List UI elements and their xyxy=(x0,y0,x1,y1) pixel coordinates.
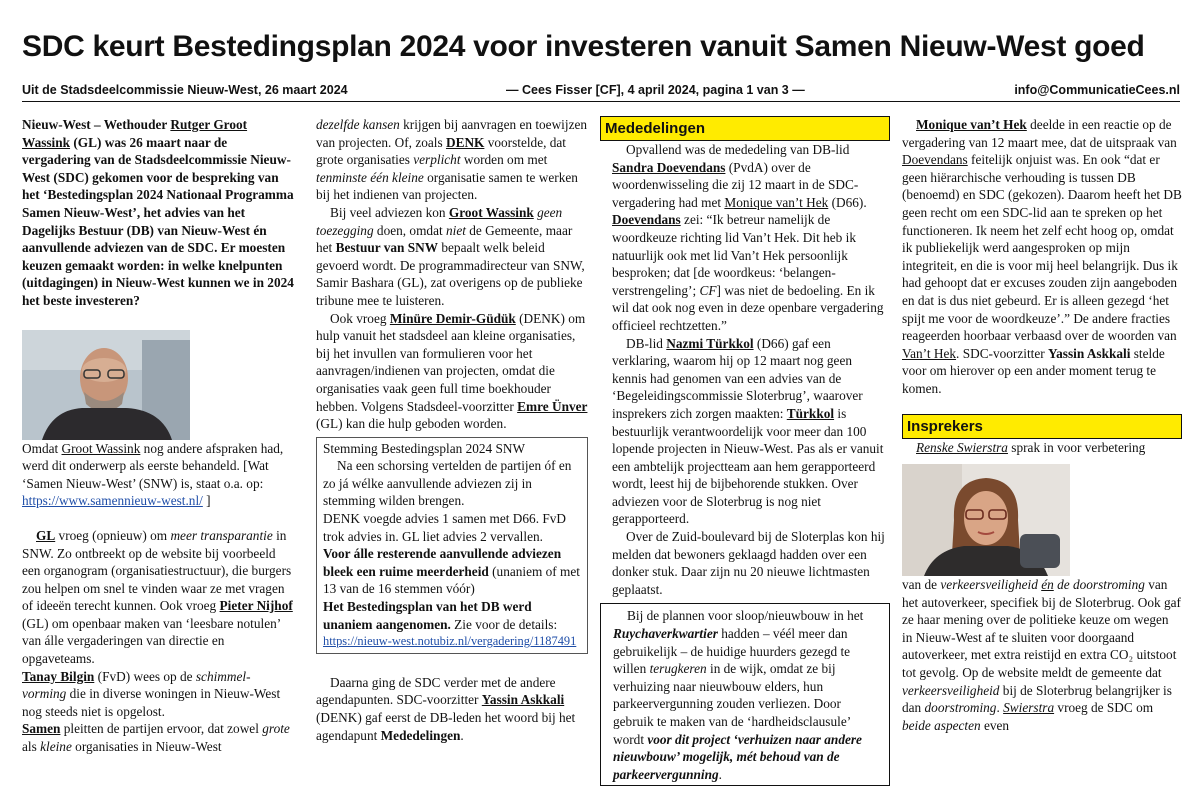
box-text: Na een schorsing vertelden de partijen óf en zo já wélke aanvullende adviezen zij in stemming wilden brengen. xyxy=(323,458,572,509)
text: die in diverse woningen in Nieuw-West nog steeds niet is opgelost. xyxy=(22,686,281,719)
paragraph xyxy=(902,439,1182,457)
name: GL xyxy=(36,527,56,543)
text: Ook vroeg xyxy=(330,310,390,326)
name: Pieter Nijhof xyxy=(219,598,293,614)
text: . xyxy=(996,700,1004,716)
lead-text: (GL) was 26 maart naar de vergadering van de Stadsdeelcommissie Nieuw-West (SDC) gekomen voor de bespreking van het ‘Bestedingsplan 2024 Nationaal Programma Samen Nieuw-West’, het advies van het Dagelijks Bestuur (DB) van Nieuw-West én aanvullende adviezen van de SDC. Er moesten keuzen gemaakt worden: in welke knelpunten (uitdagingen) in Nieuw-West kunnen we in 2024 het beste investeren? xyxy=(22,134,294,308)
ruychaverkwartier-box xyxy=(600,603,890,786)
box-title: Stemming Bestedingsplan 2024 SNW xyxy=(323,440,526,456)
name: Swierstra xyxy=(1003,700,1055,716)
name: Renske Swierstra xyxy=(916,439,1008,455)
text: bij de Sloterbrug belangrijker is dan xyxy=(902,682,1172,716)
text: Bij de plannen voor sloop/nieuwbouw in het xyxy=(627,608,864,624)
text: . SDC-voorzitter xyxy=(956,345,1049,361)
paragraph xyxy=(316,310,588,433)
name: Türkkol xyxy=(786,405,835,421)
text: hadden – véél meer dan gebruikelijk – de huidige huurders gezegd te willen xyxy=(613,626,851,677)
name: Tanay Bilgin xyxy=(22,668,95,684)
text: feitelijk onjuist was. En ook “dat er geen hiërarchische verhouding is tussen DB (benoemd) en SDC (gekozen). Daarom heeft het DB geen recht om een SDC-lid aan te spreken op het functioneren. Ik neem het zelf echt hoog op, omdat ik publiekelijk werd aangesproken op mijn integriteit, en die is voor mij heel belangrijk. Dus ik had gehoopt dat er excuses zouden zijn aangeboden en dat is dus niet gebeurd. Er is alleen gezegd ‘het spijt me voor de woordkeuze’.” De andere fracties reageerden hoorbaar verbaasd over de woorden van xyxy=(902,152,1182,344)
byline-author-date: — Cees Fisser [CF], 4 april 2024, pagina 1 van 3 — xyxy=(506,83,805,97)
name: Samen xyxy=(22,721,61,737)
notubiz-link[interactable]: https://nieuw-west.notubiz.nl/vergadering/1187491 xyxy=(323,634,577,649)
paragraph xyxy=(22,668,294,721)
name: Yassin Askkali xyxy=(1048,345,1131,361)
emphasis: verplicht xyxy=(413,152,461,168)
byline-email[interactable]: info@CommunicatieCees.nl xyxy=(1014,83,1180,97)
bold-text: Voor álle resterende aanvullende adviezen bleek een ruime meerderheid xyxy=(323,546,562,579)
lead-text: Nieuw-West – Wethouder xyxy=(22,117,171,132)
byline-source: Uit de Stadsdeelcommissie Nieuw-West, 26 maart 2024 xyxy=(22,83,348,97)
emphasis: niet xyxy=(446,222,466,238)
text: deelde in een reactie op de vergadering van 12 maart mee, dat de uitspraak van xyxy=(902,117,1177,150)
text: doen, omdat xyxy=(373,222,446,238)
column-4 xyxy=(902,116,1182,734)
text: Opvallend was de mededeling van DB-lid xyxy=(626,142,850,157)
text: als xyxy=(22,739,41,755)
lead-name: Rutger Groot Wassink xyxy=(22,117,248,150)
column-2 xyxy=(316,116,588,744)
portrait-photo-groot-wassink xyxy=(22,330,190,440)
mededelingen-body xyxy=(600,141,890,598)
paragraph xyxy=(22,440,294,510)
emphasis: beide aspecten xyxy=(902,717,981,733)
text: Omdat xyxy=(22,440,62,456)
text: voorstelde, dat grote organisaties xyxy=(316,134,566,168)
name: Groot Wassink xyxy=(448,204,534,220)
text: (D66) gaf een verklaring, waarom hij op 12 maart nog geen kennis had genomen van een advies van de ‘Begeleidingscommissie Sloterbrug’, waarover insprekers zich zorgen maakten: xyxy=(612,335,863,421)
emphasis: voor dit project ‘verhuizen naar andere nieuwbouw’ mogelijk, mét behoud van de parkeervergunning xyxy=(613,731,862,782)
text: ] xyxy=(202,493,211,509)
paragraph xyxy=(22,527,294,668)
emphasis: én xyxy=(1041,577,1054,593)
name: Doevendans xyxy=(612,212,681,228)
text: . xyxy=(460,727,464,743)
text: DB-lid xyxy=(626,335,667,351)
text: (DENK) gaf eerst de DB-leden het woord bij het agendapunt xyxy=(316,710,576,743)
bold-text: Het Bestedingsplan van het DB werd unaniem aangenomen. xyxy=(323,599,532,632)
paragraph: Over de Zuid-boulevard bij de Sloterplas kon hij melden dat bewoners geklaagd hadden over een donker stuk. Daar zijn nu 20 nieuwe lichtmasten geplaatst. xyxy=(612,529,885,597)
paragraph xyxy=(902,576,1182,734)
lead-paragraph xyxy=(22,116,294,310)
paragraph xyxy=(316,674,588,744)
column-1 xyxy=(22,116,294,756)
emphasis: CF xyxy=(699,282,717,298)
box-text xyxy=(323,598,581,633)
name: DENK xyxy=(445,134,485,150)
text: sprak in voor verbetering xyxy=(1007,439,1146,455)
text: (PvdA) over de woordenwisseling die zij 12 maart in de SDC-vergadering had met xyxy=(612,159,859,210)
name: Monique van’t Hek xyxy=(724,194,829,210)
section-heading-insprekers: Insprekers xyxy=(902,414,1182,439)
samennieuw-west-link[interactable]: https://www.samennieuw-west.nl/ xyxy=(22,493,203,509)
bold-text: Mededelingen xyxy=(380,727,461,743)
text: Zie voor de details: xyxy=(450,616,558,632)
name: Van’t Hek xyxy=(902,345,957,361)
emphasis: doorstroming xyxy=(924,700,997,716)
paragraph xyxy=(316,204,588,310)
text: ] was niet de bedoeling. En ik wil dat ook nog even in deze openbare vergadering officieel rechtzetten.” xyxy=(612,282,884,333)
text: (FvD) wees op de xyxy=(94,668,196,684)
text: in SNW. Zo ontbreekt op de website bij voorbeeld een organogram (organisatiestructuur), die burgers zou helpen om snel te vinden waar ze met vragen of ideeën terecht kunnen. Ook vroeg xyxy=(22,527,292,614)
text: (unaniem of met 13 van de 16 stemmen vóór) xyxy=(323,563,580,597)
emphasis: dezelfde kansen xyxy=(316,117,400,132)
paragraph xyxy=(612,141,888,211)
paragraph xyxy=(612,335,888,529)
name: Doevendans xyxy=(902,152,968,168)
text: bepaalt welk beleid gevoerd wordt. De programmadirecteur van SNW, Samir Bashara (GL), zat overigens op de publieke tribune mee te luisteren. xyxy=(316,240,585,308)
bold-text: Bestuur van SNW xyxy=(335,240,439,256)
name: Sandra Doevendans xyxy=(612,159,726,175)
emphasis: schimmel-vorming xyxy=(22,668,251,702)
text: zei: “Ik betreur namelijk de woordkeuze richting lid Van’t Hek. Dit heb ik natuurlijk ook met lid Van’t Hek persoonlijk besproken; dat [de woordkeus: ‘belangen-verstrengeling’; xyxy=(612,212,856,298)
text: vroeg (opnieuw) om xyxy=(55,527,171,543)
vote-result-box xyxy=(316,437,588,654)
box-text: DENK voegde advies 1 samen met D66. FvD trok advies in. GL liet advies 2 vervallen. xyxy=(323,511,566,544)
text: van het autoverkeer, specifiek bij de Sloterbrug. Ook gaf ze haar mening over de politieke keuze om wegen in Nieuw-West af te sluiten voor doorgaand autoverkeer, met extra reistijd en extra CO₂ uitstoot tot gevolg. Op de website meldt de gemeente dat xyxy=(902,577,1181,681)
column-3 xyxy=(600,116,890,786)
emphasis: verkeersveiligheid xyxy=(940,577,1038,593)
text: pleitten de partijen ervoor, dat zowel xyxy=(60,721,263,737)
emphasis: de doorstroming xyxy=(1053,577,1145,593)
text: organisatie samen te werken bij het indienen van projecten. xyxy=(316,169,578,203)
emphasis: geen toezegging xyxy=(316,204,563,238)
text: vroeg de SDC om xyxy=(1054,700,1154,716)
text: nog andere afspraken had, werd dit onderwerp als eerste behandeld. [Wat ‘Samen Nieuw-West’ (SNW) is, staat o.a. op: xyxy=(22,440,284,491)
portrait-photo-swierstra xyxy=(902,464,1070,576)
text: (GL) om openbaar maken van ‘leesbare notulen’ van álle vergaderingen van directie en opgaveteams. xyxy=(22,615,281,667)
text: (D66). xyxy=(828,194,867,210)
emphasis: grote xyxy=(262,721,290,737)
emphasis: tenminste één kleine xyxy=(316,169,424,185)
text: is bestuurlijk verantwoordelijk voor meer dan 100 lopende projecten in Nieuw-West. Pas als er vanuit een ambtelijk projectteam aan hem gerapporteerd wordt, leest hij de bijbehorende stukken. Over adviezen voor de Sloterbrug is nog niet gerapporteerd. xyxy=(612,405,884,527)
text: worden om met xyxy=(460,152,548,168)
name: Monique van’t Hek xyxy=(916,117,1027,132)
text: Daarna ging de SDC verder met de andere agendapunten. SDC-voorzitter xyxy=(316,674,556,708)
text: van de xyxy=(902,577,941,593)
paragraph xyxy=(612,211,888,334)
text: (GL) kan die hulp geboden worden. xyxy=(316,416,507,432)
name: Emre Ünver xyxy=(517,398,588,414)
paragraph xyxy=(902,116,1182,398)
emphasis: verkeersveiligheid xyxy=(902,682,1000,698)
text: Bij veel adviezen kon xyxy=(330,204,449,220)
section-heading-mededelingen: Mededelingen xyxy=(600,116,890,141)
text: (DENK) om hulp vanuit het stadsdeel aan kleine organisaties, bij het invullen van formulieren voor het aanvragen/indienen van projecten, omdat die organisaties vaak geen full time boekhouder hebben. Volgens Stadsdeel-voorzitter xyxy=(316,310,586,414)
emphasis: terugkeren xyxy=(649,661,707,677)
text: de Gemeente, maar het xyxy=(316,222,573,256)
text: stelde voor om hierover op een ander moment terug te komen. xyxy=(902,345,1165,396)
emphasis: meer transparantie xyxy=(170,527,273,543)
byline xyxy=(22,83,1180,102)
name: Nazmi Türkkol xyxy=(666,335,754,351)
paragraph xyxy=(316,116,588,204)
box-text xyxy=(323,545,581,598)
emphasis: kleine xyxy=(40,739,72,755)
name: Minüre Demir-Güdük xyxy=(389,310,516,326)
name: Yassin Askkali xyxy=(481,692,565,708)
article-title: SDC keurt Bestedingsplan 2024 voor investeren vanuit Samen Nieuw-West goed xyxy=(22,30,1145,63)
emphasis: Ruychaverkwartier xyxy=(613,626,718,642)
paragraph xyxy=(22,720,294,755)
text: in de wijk, omdat ze bij verhuizing naar nieuwbouw elders, hun parkeervergunning zouden verliezen. Door gebruik te maken van de ‘hardheidsclausule’ wordt xyxy=(613,661,851,747)
box-text xyxy=(613,607,881,783)
text: krijgen bij aanvragen en toewijzen van projecten. Of, zoals xyxy=(316,117,588,150)
text: . xyxy=(718,766,722,782)
text: organisaties in Nieuw-West xyxy=(71,739,222,755)
text: even xyxy=(980,717,1010,733)
name: Groot Wassink xyxy=(61,440,141,456)
